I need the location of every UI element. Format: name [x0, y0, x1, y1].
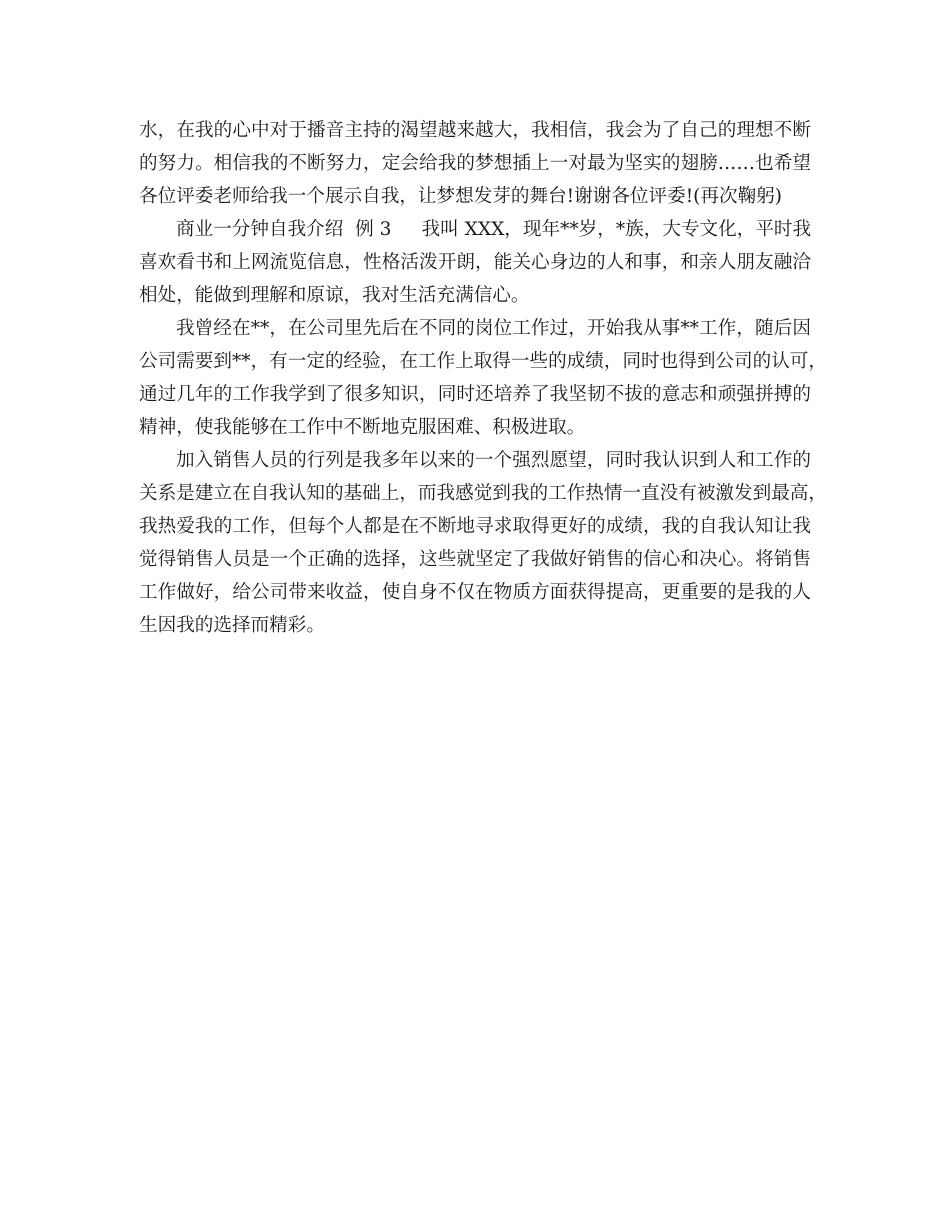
paragraph-line: 关系是建立在自我认知的基础上，而我感觉到我的工作热情一直没有被激发到最高，	[139, 483, 827, 504]
paragraph-line	[139, 213, 811, 246]
paragraph-line: 水，在我的心中对于播音主持的渴望越来越大，我相信，我会为了自己的理想不断	[139, 120, 811, 141]
paragraph-line: 公司需要到**，有一定的经验，在工作上取得一些的成绩，同时也得到公司的认可，	[139, 351, 827, 372]
paragraph-line: 通过几年的工作我学到了很多知识，同时还培养了我坚韧不拔的意志和顽强拼搏的	[139, 384, 811, 405]
paragraph-line: 我曾经在**，在公司里先后在不同的岗位工作过，开始我从事**工作，随后因	[176, 318, 811, 339]
paragraph-4	[139, 444, 827, 642]
paragraph-1	[139, 114, 811, 213]
paragraph-line: 工作做好，给公司带来收益，使自身不仅在物质方面获得提高，更重要的是我的人	[139, 582, 811, 603]
paragraph-line: 生因我的选择而精彩。	[139, 615, 325, 636]
paragraph-line: 喜欢看书和上网流览信息，性格活泼开朗，能关心身边的人和事，和亲人朋友融洽	[139, 252, 811, 273]
paragraph-line: 的努力。相信我的不断努力，定会给我的梦想插上一对最为坚实的翅膀……也希望	[139, 153, 811, 174]
first-line-text: 我叫 XXX，现年**岁，*族，大专文化，平时我	[421, 219, 812, 240]
paragraph-line: 觉得销售人员是一个正确的选择，这些就坚定了我做好销售的信心和决心。将销售	[139, 549, 811, 570]
paragraph-2	[139, 213, 811, 312]
paragraph-line: 各位评委老师给我一个展示自我，让梦想发芽的舞台!谢谢各位评委!(再次鞠躬)	[139, 186, 783, 207]
paragraph-3	[139, 312, 827, 444]
paragraph-line: 相处，能做到理解和原谅，我对生活充满信心。	[139, 285, 530, 306]
example-heading: 商业一分钟自我介绍 例 3	[176, 219, 392, 240]
document-body	[139, 114, 827, 642]
paragraph-line: 我热爱我的工作，但每个人都是在不断地寻求取得更好的成绩，我的自我认知让我	[139, 516, 811, 537]
paragraph-line: 加入销售人员的行列是我多年以来的一个强烈愿望，同时我认识到人和工作的	[176, 450, 811, 471]
paragraph-line: 精神，使我能够在工作中不断地克服困难、积极进取。	[139, 417, 586, 438]
